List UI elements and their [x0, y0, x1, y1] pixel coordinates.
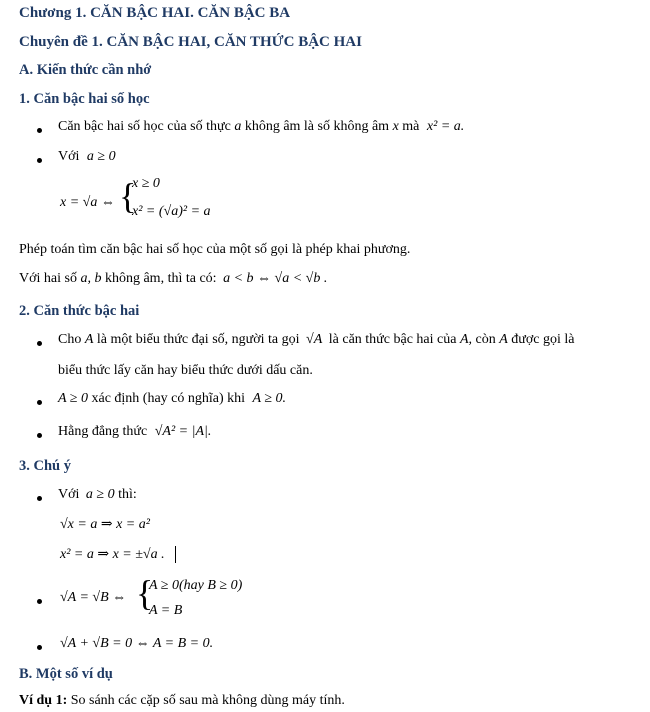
left-brace: {	[136, 573, 154, 613]
sub1-bullet1-text: Căn bậc hai số học của số thực	[58, 119, 231, 134]
sub2-bullet1-line1	[58, 332, 575, 348]
var-A: A	[84, 332, 94, 347]
formula-sqrtA: √A	[306, 332, 323, 347]
bullet-dot	[37, 645, 42, 650]
sub2-bullet2	[58, 391, 286, 407]
sub2-bullet1-line2: biểu thức lấy căn hay biểu thức dưới dấu căn.	[58, 363, 313, 378]
para-khai-phuong: Phép toán tìm căn bậc hai số học của một số gọi là phép khai phương.	[19, 242, 411, 257]
vars-a-b: a, b	[80, 271, 102, 286]
bullet-dot	[37, 433, 42, 438]
section-a-heading: A. Kiến thức cần nhớ	[19, 62, 152, 78]
left-brace: {	[119, 176, 137, 216]
system-line-2: x² = (√a)² = a	[132, 204, 211, 219]
example-text: So sánh các cặp số sau mà không dùng máy tính.	[70, 693, 345, 708]
formula-compare: a < b ⇔ √a < √b .	[223, 271, 328, 286]
bullet-dot	[37, 599, 42, 604]
t: là một biểu thức đại số, người ta gọi	[96, 332, 300, 347]
t: Với	[58, 487, 80, 502]
example-1	[19, 693, 345, 709]
sub1-bullet2-text: Với	[58, 149, 80, 164]
sub1-bullet1-ma: mà	[402, 119, 420, 134]
system-line-1: x ≥ 0	[132, 176, 160, 191]
equiv-left: x = √a ⇔	[60, 195, 115, 210]
bullet-dot	[37, 400, 42, 405]
sub2-bullet3	[58, 424, 211, 440]
para-compare	[19, 271, 327, 287]
para-compare-mid: không âm, thì ta có:	[104, 271, 217, 286]
system-line-2: A = B	[149, 603, 183, 618]
bullet-dot	[37, 128, 42, 133]
var-A: A	[499, 332, 508, 347]
sub1-heading: 1. Căn bậc hai số học	[19, 91, 150, 107]
t: còn	[475, 332, 496, 347]
t: được gọi là	[511, 332, 575, 347]
section-b-heading: B. Một số ví dụ	[19, 666, 113, 682]
system-line-1: A ≥ 0(hay B ≥ 0)	[149, 578, 243, 593]
t: Hằng đẳng thức	[58, 424, 148, 439]
sub3-bullet1	[58, 487, 137, 503]
sub2-heading: 2. Căn thức bậc hai	[19, 303, 140, 319]
var-x: x	[392, 119, 399, 134]
example-label: Ví dụ 1:	[19, 693, 68, 708]
bullet-dot	[37, 496, 42, 501]
note-line-2: x² = a ⇒ x = ±√a .	[60, 547, 165, 562]
formula-A-geq-0: A ≥ 0	[58, 391, 88, 406]
para-compare-text: Với hai số	[19, 271, 77, 286]
note-line-1: √x = a ⇒ x = a²	[60, 517, 150, 532]
chapter-title: Chương 1. CĂN BẬC HAI. CĂN BẬC BA	[19, 5, 291, 21]
formula-a-geq-0: a ≥ 0	[85, 487, 115, 502]
formula-A-geq-0: A ≥ 0.	[252, 391, 287, 406]
bullet-dot	[37, 341, 42, 346]
t: thì:	[118, 487, 137, 502]
sub1-bullet1	[58, 119, 464, 135]
t: là căn thức bậc hai của	[328, 332, 457, 347]
var-a: a	[234, 119, 242, 134]
sub1-bullet1-mid: không âm là số không âm	[244, 119, 390, 134]
topic-title: Chuyên đề 1. CĂN BẬC HAI, CĂN THỨC BẬC HAI	[19, 34, 362, 50]
formula-a-geq-0: a ≥ 0	[86, 149, 116, 164]
sub3-heading: 3. Chú ý	[19, 458, 71, 474]
bullet-dot	[37, 158, 42, 163]
t: xác định (hay có nghĩa) khi	[91, 391, 246, 406]
formula-identity: √A² = |A|.	[154, 424, 212, 439]
text-cursor	[175, 546, 176, 563]
formula-x2-eq-a: x² = a.	[426, 119, 465, 134]
sub1-bullet2	[58, 149, 116, 165]
t: Cho	[58, 332, 82, 347]
formula-sum-zero: √A + √B = 0 ⇔ A = B = 0.	[60, 636, 214, 651]
formula-sqrtA-eq-sqrtB: √A = √B ⇔	[60, 590, 127, 605]
var-A: A,	[459, 332, 473, 347]
